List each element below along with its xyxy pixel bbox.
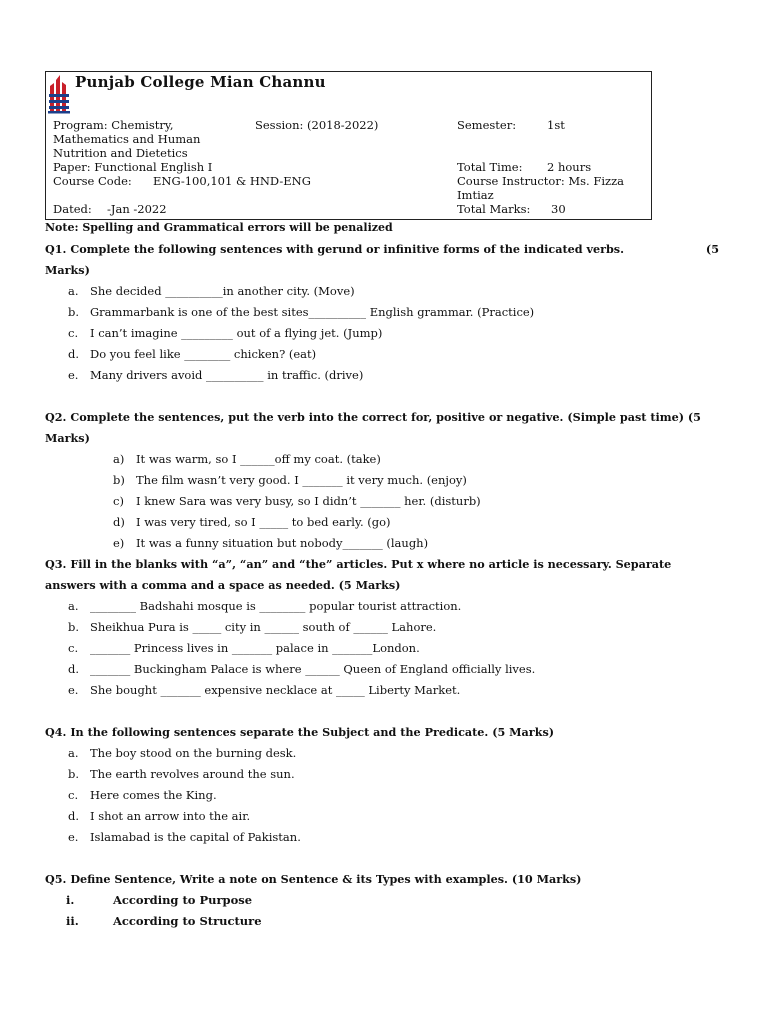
item-marker: e. [68,683,79,697]
program-line-2: Mathematics and Human [53,132,201,146]
item-text: Islamabad is the capital of Pakistan. [90,830,301,844]
q3-title [45,554,717,596]
total-marks-value: 30 [551,202,566,216]
q3-title-line-1: Q3. Fill in the blanks with “a”, “an” and “the” articles. Put x where no article is necessary. Separate [45,557,672,571]
item-text: The boy stood on the burning desk. [90,746,297,760]
q1-title-line-2: Marks) [45,263,90,277]
total-marks-label: Total Marks: [457,202,531,216]
item-text: Grammarbank is one of the best sites__________ English grammar. (Practice) [90,305,535,319]
item-text: I was very tired, so I _____ to bed early. (go) [136,515,391,529]
item-marker: e. [68,830,79,844]
item-marker: a) [113,452,125,466]
q2-title-line-2: Marks) [45,431,90,445]
course-instructor-line-1: Course Instructor: Ms. Fizza [457,174,624,188]
course-code-label: Course Code: [53,174,132,188]
paper: Paper: Functional English I [53,160,213,174]
item-marker: c. [68,788,79,802]
total-time-label: Total Time: [457,160,523,174]
item-text: According to Structure [113,914,262,928]
item-marker: ii. [66,914,79,928]
college-name: Punjab College Mian Channu [75,73,326,91]
item-marker: d. [68,662,80,676]
item-marker: a. [68,284,79,298]
program-line-1: Program: Chemistry, [53,118,174,132]
q3-title-line-2: answers with a comma and a space as needed. (5 Marks) [45,578,401,592]
note: Note: Spelling and Grammatical errors will be penalized [45,221,393,234]
item-marker: e. [68,368,79,382]
q1-title [45,239,717,281]
semester-label: Semester: [457,118,517,132]
item-text: I shot an arrow into the air. [90,809,251,823]
item-marker: c) [113,494,124,508]
item-text: Here comes the King. [90,788,217,802]
college-logo-icon [47,72,72,114]
course-instructor-line-2: Imtiaz [457,188,494,202]
item-marker: c. [68,326,79,340]
item-text: ________ Badshahi mosque is ________ popular tourist attraction. [90,599,462,613]
item-marker: c. [68,641,79,655]
q1-marks-part-1: (5 [705,242,719,256]
q5-title: Q5. Define Sentence, Write a note on Sentence & its Types with examples. (10 Marks) [45,872,582,886]
item-text: Many drivers avoid __________ in traffic. (drive) [90,368,364,382]
item-text: According to Purpose [113,893,253,907]
item-text: Sheikhua Pura is _____ city in ______ south of ______ Lahore. [90,620,437,634]
item-marker: e) [113,536,125,550]
item-text: She bought _______ expensive necklace at _____ Liberty Market. [90,683,461,697]
q2-title [45,407,717,449]
item-text: Do you feel like ________ chicken? (eat) [90,347,317,361]
session: Session: (2018-2022) [255,118,379,132]
item-marker: d) [113,515,125,529]
item-text: _______ Princess lives in _______ palace in _______London. [90,641,420,655]
item-marker: b. [68,305,80,319]
dated-value: -Jan -2022 [107,202,167,216]
item-text: It was a funny situation but nobody_______ (laugh) [136,536,429,550]
course-code-value: ENG-100,101 & HND-ENG [153,174,311,188]
program-line-3: Nutrition and Dietetics [53,146,188,160]
q2-title-line-1: Q2. Complete the sentences, put the verb into the correct for, positive or negative. (Simple past time) (5 [45,410,701,424]
dated-label: Dated: [53,202,92,216]
item-marker: b) [113,473,125,487]
item-text: The earth revolves around the sun. [90,767,295,781]
item-marker: i. [66,893,75,907]
item-marker: d. [68,809,80,823]
item-text: She decided __________in another city. (Move) [90,284,355,298]
item-text: I knew Sara was very busy, so I didn’t _______ her. (disturb) [136,494,481,508]
item-text: I can’t imagine _________ out of a flying jet. (Jump) [90,326,383,340]
item-text: The film wasn’t very good. I _______ it very much. (enjoy) [136,473,467,487]
q4-title: Q4. In the following sentences separate the Subject and the Predicate. (5 Marks) [45,725,555,739]
item-text: _______ Buckingham Palace is where ______ Queen of England officially lives. [90,662,536,676]
item-marker: d. [68,347,80,361]
semester-value: 1st [547,118,565,132]
item-marker: a. [68,746,79,760]
item-marker: b. [68,620,80,634]
item-marker: a. [68,599,79,613]
q1-title-line-1: Q1. Complete the following sentences with gerund or infinitive forms of the indicated verbs. [45,242,624,256]
total-time-value: 2 hours [547,160,592,174]
item-text: It was warm, so I ______off my coat. (take) [136,452,381,466]
item-marker: b. [68,767,80,781]
